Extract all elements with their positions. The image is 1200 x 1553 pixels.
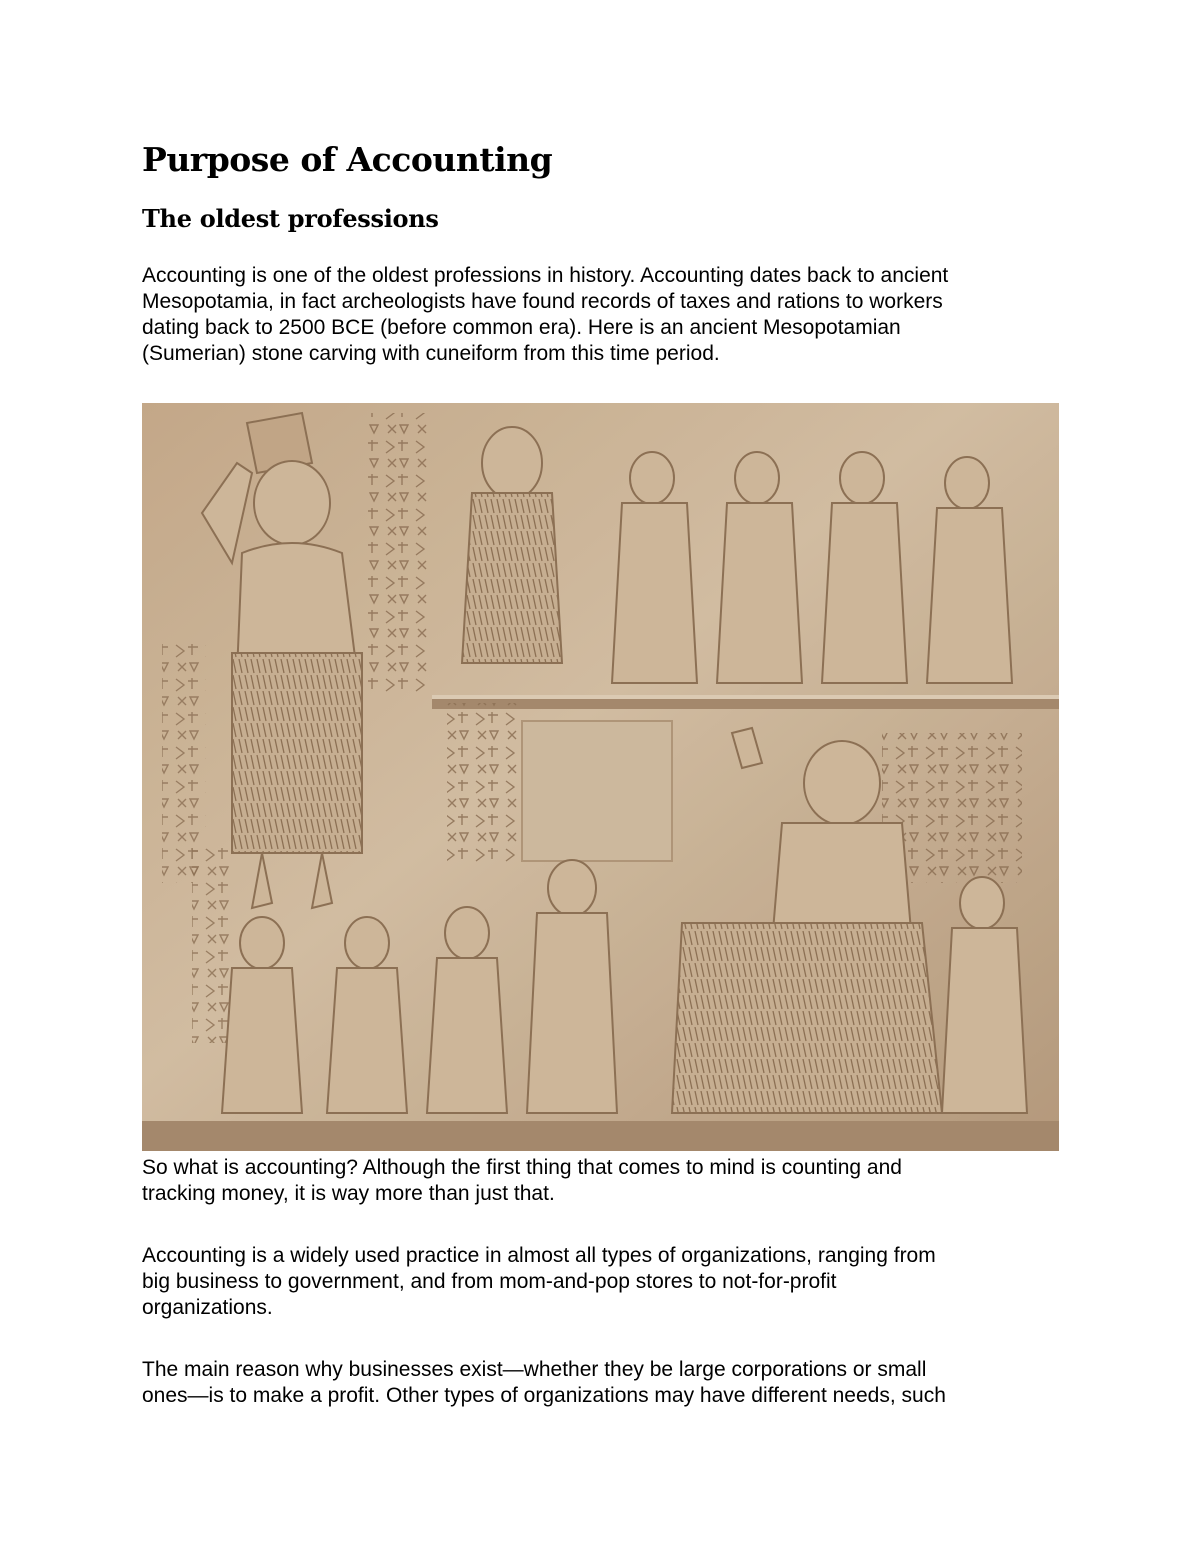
- text-line: organizations.: [142, 1296, 273, 1319]
- page-title: Purpose of Accounting: [142, 140, 553, 179]
- text-line: Accounting is a widely used practice in almost all types of organizations, ranging from: [142, 1244, 936, 1267]
- text-line: The main reason why businesses exist—whether they be large corporations or small: [142, 1358, 927, 1381]
- section-heading: The oldest professions: [142, 204, 439, 233]
- text-line: Accounting is one of the oldest professions in history. Accounting dates back to ancient: [142, 264, 949, 287]
- usage-paragraph: [142, 1243, 1062, 1321]
- sumerian-stone-relief-image: [142, 403, 1059, 1151]
- text-line: Mesopotamia, in fact archeologists have found records of taxes and rations to workers: [142, 290, 943, 313]
- text-line: So what is accounting? Although the first thing that comes to mind is counting and: [142, 1156, 902, 1179]
- text-line: dating back to 2500 BCE (before common era). Here is an ancient Mesopotamian: [142, 316, 901, 339]
- text-line: tracking money, it is way more than just that.: [142, 1182, 555, 1205]
- profit-paragraph: [142, 1357, 1062, 1409]
- text-line: (Sumerian) stone carving with cuneiform from this time period.: [142, 342, 720, 365]
- intro-paragraph: [142, 263, 1062, 367]
- text-line: ones—is to make a profit. Other types of organizations may have different needs, such: [142, 1384, 946, 1407]
- text-line: big business to government, and from mom-and-pop stores to not-for-profit: [142, 1270, 837, 1293]
- definition-paragraph: [142, 1155, 1062, 1207]
